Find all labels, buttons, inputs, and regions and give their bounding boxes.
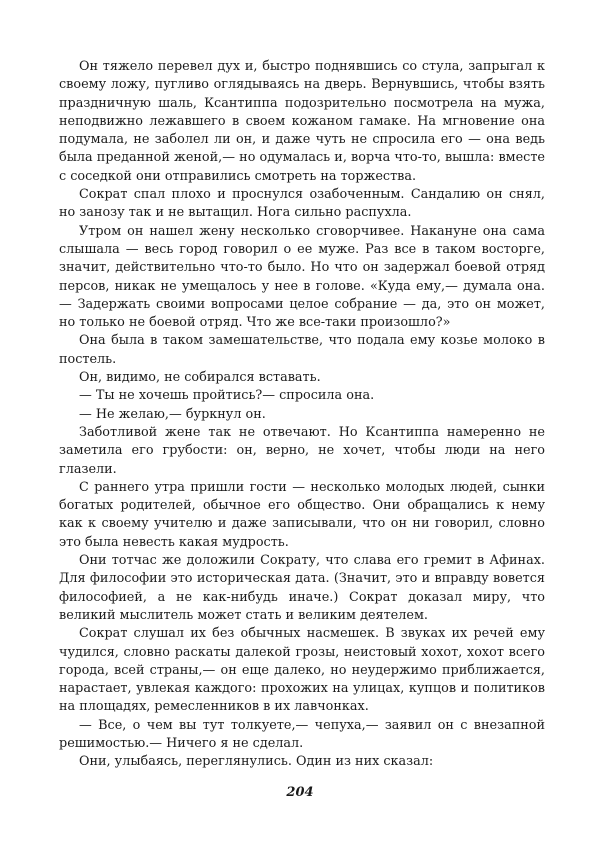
page-number: 204 (286, 785, 314, 800)
paragraph: — Ты не хочешь пройтись?— спросила она. (79, 388, 375, 404)
paragraph: Он, видимо, не собирался вставать. (79, 370, 321, 386)
paragraph: Они тотчас же доложили Сократу, что слава его гремит в Афинах. Для философии это историческая дата. (Значит, это и вправду вовется философией, а не как-нибудь иначе.) Сократ доказал миру, что великий мыслитель может стать и великим деятелем. (59, 553, 545, 623)
paragraph: Он тяжело перевел дух и, быстро поднявшись со стула, запрыгал к своему ложу, пугливо оглядываясь на дверь. Вернувшись, чтобы взять праздничную шаль, Ксантиппа подозрительно посмотрела на мужа, неподвижно лежавшего в своем кожаном гамаке. На мгновение она подумала, не заболел ли он, и даже чуть не спросила его — она ведь была преданной женой,— но одумалась и, ворча что-то, вышла: вместе с соседкой они отправились смотреть на торжества. (59, 59, 545, 184)
paragraph: — Не желаю,— буркнул он. (79, 406, 266, 422)
paragraph: Заботливой жене так не отвечают. Но Ксантиппа намеренно не заметила его грубости: он, верно, не хочет, чтобы люди на него глазели. (59, 424, 545, 477)
paragraph: Утром он нашел жену несколько сговорчивее. Накануне она сама слышала — весь город говорил о ее муже. Раз все в таком восторге, значит, действительно что-то было. Но что он задержал боевой отряд персов, никак не умещалось у нее в голове. «Куда ему,— думала она.— Задержать своими вопросами целое собрание — да, это он может, но только не боевой отряд. Что же все-таки произошло?» (59, 223, 545, 331)
paragraph: Они, улыбаясь, переглянулись. Один из них сказал: (79, 754, 434, 770)
paragraph: С раннего утра пришли гости — несколько молодых людей, сынки богатых родителей, обычное его общество. Они обращались к нему как к своему учителю и даже записывали, что он ни говорил, словно это была невесть какая мудрость. (59, 479, 545, 550)
page-text (59, 58, 545, 772)
paragraph: — Все, о чем вы тут толкуете,— чепуха,— заявил он с внезапной решимостью.— Ничего я не сделал. (59, 717, 545, 751)
paragraph: Она была в таком замешательстве, что подала ему козье молоко в постель. (59, 333, 545, 367)
paragraph: Сократ слушал их без обычных насмешек. В звуках их речей ему чудился, словно раскаты далекой грозы, неистовый хохот, хохот всего города, всей страны,— он еще далеко, но неудержимо приближается, нарастает, увлекая каждого: прохожих на улицах, купцов и политиков на площадях, ремесленников в их лавчонках. (59, 626, 545, 715)
paragraph: Сократ спал плохо и проснулся озабоченным. Сандалию он снял, но занозу так и не вытащил. Нога сильно распухла. (59, 187, 545, 221)
